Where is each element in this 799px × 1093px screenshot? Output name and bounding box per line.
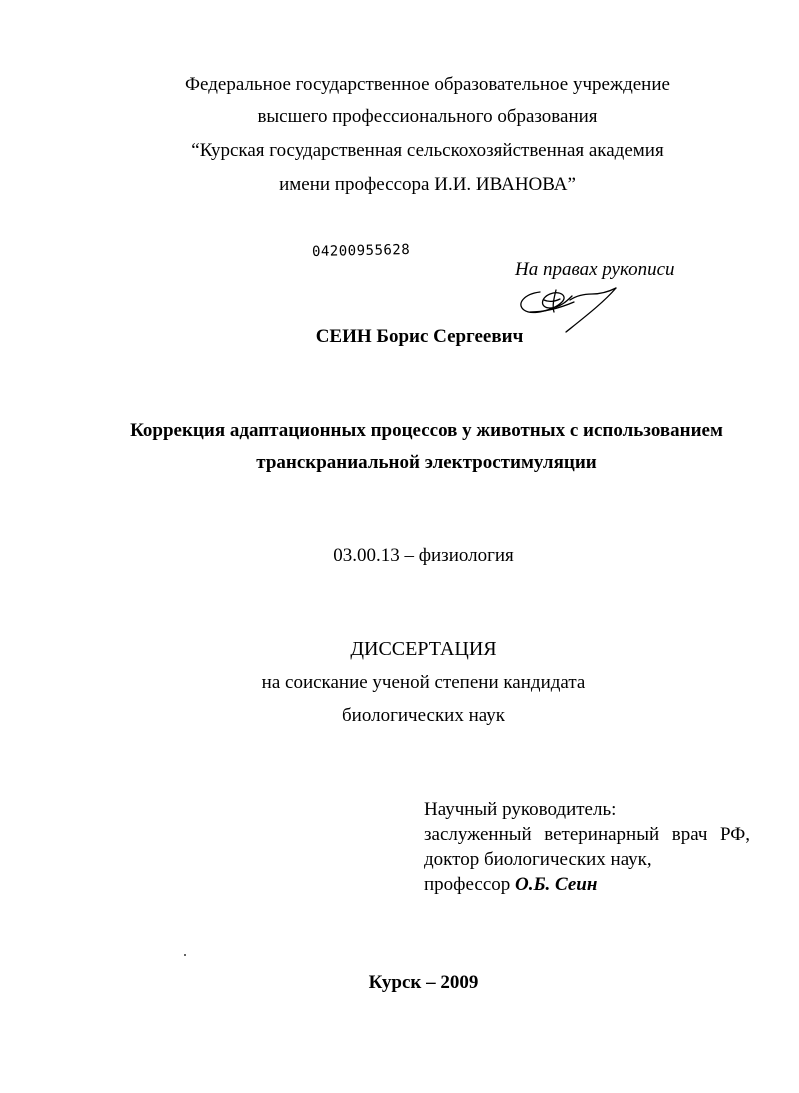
- institution-line-4: имени профессора И.И. ИВАНОВА”: [279, 174, 576, 195]
- place-and-year: Курск – 2009: [368, 972, 479, 993]
- institution-line-3: “Курская государственная сельскохозяйственная академия: [191, 140, 664, 161]
- supervisor-rank-word: врач: [671, 824, 708, 845]
- institution-line-2: высшего профессионального образования: [257, 106, 598, 127]
- supervisor-position-line: [424, 872, 750, 897]
- manuscript-rights: На правах рукописи: [515, 259, 675, 280]
- degree-line-2: биологических наук: [342, 705, 505, 726]
- supervisor-rank: [424, 822, 750, 847]
- supervisor-degree: доктор биологических наук,: [424, 849, 652, 870]
- author-name: [0, 326, 799, 348]
- supervisor-block: [424, 797, 750, 897]
- supervisor-rank-word: ветеринарный: [544, 824, 660, 845]
- supervisor-rank-word: РФ,: [719, 824, 750, 845]
- supervisor-name: О.Б. Сеин: [515, 874, 598, 895]
- catalog-number: 04200955628: [311, 241, 411, 260]
- dissertation-title-line-2: транскраниальной электростимуляции: [256, 452, 597, 473]
- supervisor-heading: Научный руководитель:: [424, 799, 617, 820]
- document-type: ДИССЕРТАЦИЯ: [350, 638, 497, 660]
- dissertation-title-line-1: Коррекция адаптационных процессов у животных с использованием: [130, 420, 723, 441]
- scan-speck: [184, 954, 186, 956]
- supervisor-position: профессор: [424, 874, 511, 895]
- supervisor-rank-word: заслуженный: [424, 824, 532, 845]
- degree-line-1: на соискание ученой степени кандидата: [261, 672, 586, 693]
- institution-line-1: Федеральное государственное образовательное учреждение: [185, 74, 670, 95]
- author-name-text: СЕИН Борис Сергеевич: [315, 326, 524, 347]
- specialty-code: 03.00.13 – физиология: [333, 545, 514, 566]
